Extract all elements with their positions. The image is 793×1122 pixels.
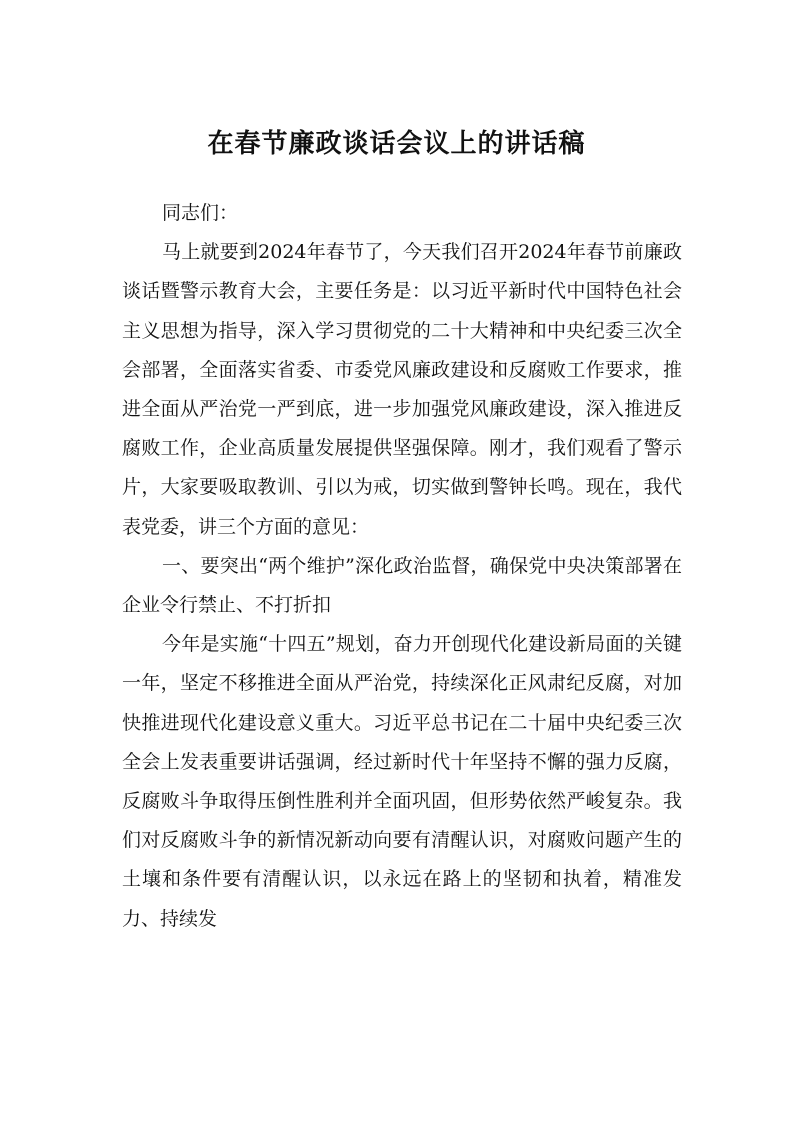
paragraph-salutation: 同志们：: [162, 202, 239, 224]
section-heading-1: 一、要突出“两个维护”深化政治监督，确保党中央决策部署在企业令行禁止、不打折扣: [122, 554, 682, 617]
paragraph-section-1: 今年是实施“十四五”规划，奋力开创现代化建设新局面的关键一年，坚定不移推进全面从严治党，持续深化正风肃纪反腐，对加快推进现代化建设意义重大。习近平总书记在二十届中央纪委三次全会上发表重要讲话强调，经过新时代十年坚持不懈的强力反腐，反腐败斗争取得压倒性胜利并全面巩固，但形势依然严峻复杂。我们对反腐败斗争的新情况新动向要有清醒认识，对腐败问题产生的土壤和条件要有清醒认识，以永远在路上的坚韧和执着，精准发力、持续发: [122, 633, 682, 930]
document-title: 在春节廉政谈话会议上的讲话稿: [207, 129, 586, 159]
document-body: [122, 194, 682, 939]
paragraph-intro: 马上就要到2024年春节了，今天我们召开2024年春节前廉政谈话暨警示教育大会，主要任务是：以习近平新时代中国特色社会主义思想为指导，深入学习贯彻党的二十大精神和中央纪委三次全会部署，全面落实省委、市委党风廉政建设和反腐败工作要求，推进全面从严治党一严到底，进一步加强党风廉政建设，深入推进反腐败工作，企业高质量发展提供坚强保障。刚才，我们观看了警示片，大家要吸取教训、引以为戒，切实做到警钟长鸣。现在，我代表党委，讲三个方面的意见：: [122, 241, 682, 538]
